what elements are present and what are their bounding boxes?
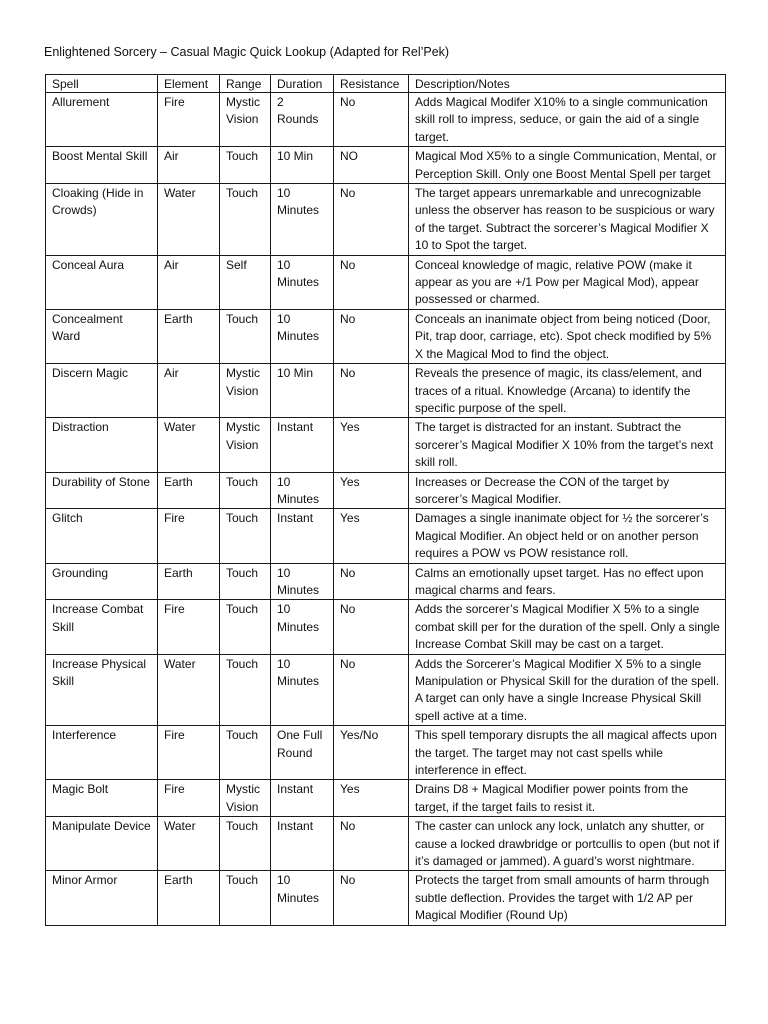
spell-name: Increase Combat Skill (46, 600, 158, 654)
spell-duration: Instant (271, 780, 334, 817)
spell-element: Water (158, 817, 220, 871)
table-row (46, 255, 726, 309)
spell-name: Boost Mental Skill (46, 147, 158, 184)
table-row (46, 509, 726, 563)
table-row (46, 364, 726, 418)
spell-duration: 10 Minutes (271, 871, 334, 925)
spell-name: Allurement (46, 93, 158, 147)
column-header-range: Range (220, 75, 271, 93)
column-header-spell: Spell (46, 75, 158, 93)
spell-resistance: No (334, 309, 409, 363)
spell-duration: 10 Minutes (271, 309, 334, 363)
spell-name: Increase Physical Skill (46, 654, 158, 726)
spell-duration: 10 Minutes (271, 472, 334, 509)
column-header-description: Description/Notes (409, 75, 726, 93)
spell-name: Minor Armor (46, 871, 158, 925)
spell-description: Reveals the presence of magic, its class/element, and traces of a ritual. Knowledge (Arcana) to identify the specific purpose of the spell. (409, 364, 726, 418)
spell-range: Touch (220, 600, 271, 654)
spell-description: The caster can unlock any lock, unlatch any shutter, or cause a locked drawbridge or portcullis to open (but not if it’s damaged or jammed). A guard’s worst nightmare. (409, 817, 726, 871)
spell-resistance: No (334, 871, 409, 925)
spell-range: Touch (220, 184, 271, 256)
spell-range: Touch (220, 654, 271, 726)
spell-range: Mystic Vision (220, 93, 271, 147)
spell-range: Touch (220, 817, 271, 871)
table-row (46, 654, 726, 726)
spell-duration: Instant (271, 509, 334, 563)
spell-resistance: No (334, 563, 409, 600)
spell-resistance: NO (334, 147, 409, 184)
spell-range: Touch (220, 871, 271, 925)
table-row (46, 147, 726, 184)
spell-description: Drains D8 + Magical Modifier power points from the target, if the target fails to resist it. (409, 780, 726, 817)
spell-description: Adds Magical Modifer X10% to a single communication skill roll to impress, seduce, or gain the aid of a single target. (409, 93, 726, 147)
spell-element: Earth (158, 309, 220, 363)
spell-duration: Instant (271, 418, 334, 472)
table-row (46, 563, 726, 600)
spell-duration: 2 Rounds (271, 93, 334, 147)
spell-description: The target is distracted for an instant. Subtract the sorcerer’s Magical Modifier X 10% from the target’s next skill roll. (409, 418, 726, 472)
table-row (46, 726, 726, 780)
spell-duration: 10 Minutes (271, 563, 334, 600)
spell-range: Touch (220, 563, 271, 600)
spell-range: Touch (220, 726, 271, 780)
spell-element: Air (158, 147, 220, 184)
spell-description: Conceals an inanimate object from being noticed (Door, Pit, trap door, carriage, etc). Spot check modified by 5% X the Magical Mod to find the object. (409, 309, 726, 363)
spell-description: Damages a single inanimate object for ½ the sorcerer’s Magical Modifier. An object held or on another person requires a POW vs POW resistance roll. (409, 509, 726, 563)
spell-name: Cloaking (Hide in Crowds) (46, 184, 158, 256)
spell-element: Earth (158, 472, 220, 509)
spell-description: Protects the target from small amounts of harm through subtle deflection. Provides the target with 1/2 AP per Magical Modifier (Round Up) (409, 871, 726, 925)
spell-table (45, 74, 726, 926)
spell-duration: 10 Min (271, 147, 334, 184)
spell-element: Earth (158, 871, 220, 925)
table-row (46, 93, 726, 147)
spell-duration: One Full Round (271, 726, 334, 780)
spell-resistance: No (334, 184, 409, 256)
spell-resistance: No (334, 654, 409, 726)
spell-range: Self (220, 255, 271, 309)
spell-duration: 10 Minutes (271, 600, 334, 654)
spell-description: The target appears unremarkable and unrecognizable unless the observer has reason to be suspicious or wary of the target. Subtract the sorcerer’s Magical Modifier X 10 to Spot the target. (409, 184, 726, 256)
column-header-duration: Duration (271, 75, 334, 93)
table-row (46, 309, 726, 363)
spell-range: Touch (220, 147, 271, 184)
spell-resistance: No (334, 364, 409, 418)
spell-element: Fire (158, 509, 220, 563)
spell-duration: 10 Minutes (271, 654, 334, 726)
spell-duration: 10 Minutes (271, 184, 334, 256)
spell-description: Calms an emotionally upset target. Has no effect upon magical charms and fears. (409, 563, 726, 600)
spell-resistance: Yes (334, 780, 409, 817)
spell-name: Grounding (46, 563, 158, 600)
spell-element: Water (158, 654, 220, 726)
spell-description: Conceal knowledge of magic, relative POW (make it appear as you are +/1 Pow per Magical Mod), appear possessed or charmed. (409, 255, 726, 309)
table-row (46, 472, 726, 509)
spell-name: Magic Bolt (46, 780, 158, 817)
spell-resistance: No (334, 255, 409, 309)
spell-name: Glitch (46, 509, 158, 563)
spell-element: Fire (158, 780, 220, 817)
spell-description: Magical Mod X5% to a single Communication, Mental, or Perception Skill. Only one Boost Mental Spell per target (409, 147, 726, 184)
spell-range: Mystic Vision (220, 364, 271, 418)
spell-element: Fire (158, 93, 220, 147)
spell-description: Increases or Decrease the CON of the target by sorcerer’s Magical Modifier. (409, 472, 726, 509)
spell-element: Air (158, 364, 220, 418)
spell-name: Distraction (46, 418, 158, 472)
spell-description: Adds the sorcerer’s Magical Modifier X 5% to a single combat skill per for the duration of the spell. Only a single Increase Combat Skill may be cast on a target. (409, 600, 726, 654)
spell-range: Touch (220, 309, 271, 363)
spell-description: Adds the Sorcerer’s Magical Modifier X 5% to a single Manipulation or Physical Skill for the duration of the spell. A target can only have a single Increase Physical Skill spell active at a time. (409, 654, 726, 726)
column-header-resistance: Resistance (334, 75, 409, 93)
spell-duration: 10 Minutes (271, 255, 334, 309)
spell-element: Water (158, 184, 220, 256)
spell-name: Durability of Stone (46, 472, 158, 509)
spell-name: Conceal Aura (46, 255, 158, 309)
spell-resistance: No (334, 93, 409, 147)
table-row (46, 184, 726, 256)
spell-name: Discern Magic (46, 364, 158, 418)
page-title: Enlightened Sorcery – Casual Magic Quick Lookup (Adapted for Rel’Pek) (44, 45, 450, 59)
spell-resistance: No (334, 817, 409, 871)
spell-name: Concealment Ward (46, 309, 158, 363)
table-row (46, 418, 726, 472)
table-header-row (46, 75, 726, 93)
spell-range: Mystic Vision (220, 418, 271, 472)
spell-description: This spell temporary disrupts the all magical affects upon the target. The target may not cast spells while interference in effect. (409, 726, 726, 780)
spell-duration: 10 Min (271, 364, 334, 418)
spell-resistance: Yes (334, 472, 409, 509)
spell-range: Touch (220, 472, 271, 509)
spell-element: Fire (158, 726, 220, 780)
spell-range: Touch (220, 509, 271, 563)
spell-element: Air (158, 255, 220, 309)
spell-name: Manipulate Device (46, 817, 158, 871)
table-row (46, 600, 726, 654)
table-row (46, 780, 726, 817)
spell-resistance: Yes (334, 418, 409, 472)
spell-element: Earth (158, 563, 220, 600)
column-header-element: Element (158, 75, 220, 93)
table-row (46, 817, 726, 871)
spell-name: Interference (46, 726, 158, 780)
spell-range: Mystic Vision (220, 780, 271, 817)
spell-resistance: No (334, 600, 409, 654)
spell-resistance: Yes (334, 509, 409, 563)
table-row (46, 871, 726, 925)
spell-resistance: Yes/No (334, 726, 409, 780)
spell-element: Water (158, 418, 220, 472)
spell-element: Fire (158, 600, 220, 654)
spell-duration: Instant (271, 817, 334, 871)
